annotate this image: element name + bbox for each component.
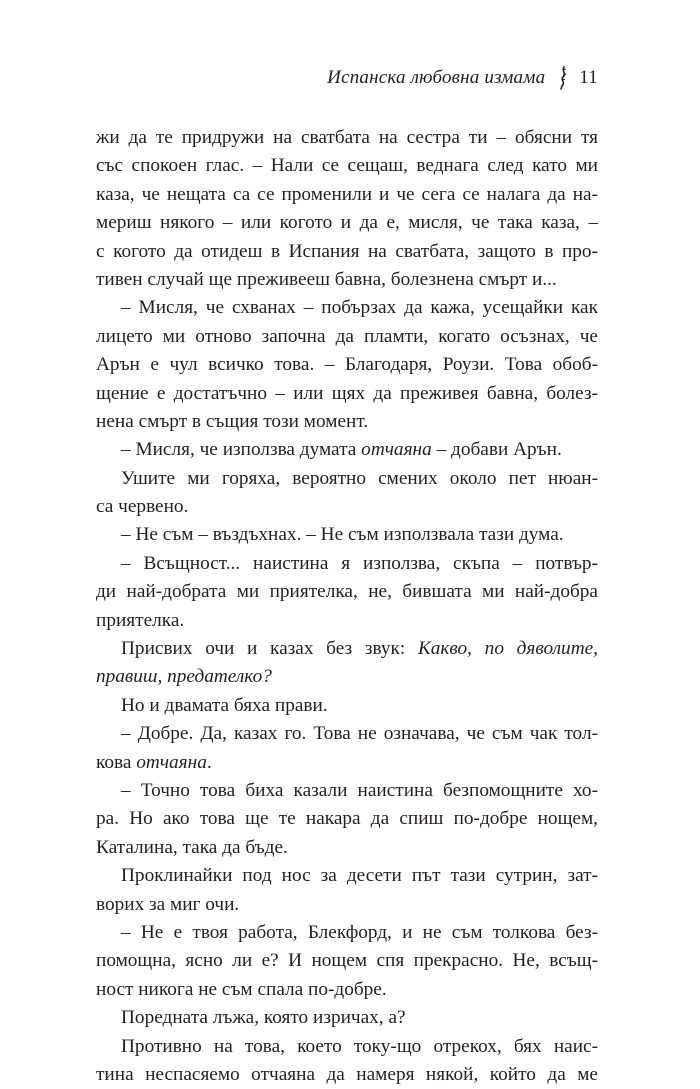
text-segment: с когото да отидеш в Испания на сватбата, защото в про- bbox=[96, 240, 598, 262]
page-number: 11 bbox=[579, 67, 598, 88]
text-segment: – добави Арън. bbox=[431, 439, 562, 461]
text-segment: със спокоен глас. – Нали се сещаш, веднага след като ми bbox=[96, 155, 598, 177]
text-segment: – Не е твоя работа, Блекфорд, и не съм толкова без- bbox=[121, 921, 598, 943]
text-segment: Проклинайки под нос за десети път тази сутрин, зат- bbox=[121, 865, 598, 887]
text-line bbox=[96, 635, 598, 663]
text-segment: Каталина, така да бъде. bbox=[96, 836, 288, 858]
text-line bbox=[96, 607, 598, 635]
text-line bbox=[96, 266, 598, 294]
text-segment: ди най-добрата ми приятелка, не, бившата ми най-добра bbox=[96, 581, 598, 603]
text-line bbox=[96, 1033, 598, 1061]
text-line bbox=[96, 465, 598, 493]
text-line bbox=[96, 749, 598, 777]
text-line bbox=[96, 408, 598, 436]
text-line bbox=[96, 692, 598, 720]
text-segment: ра. Но ако това ще те накара да спиш по-добре нощем, bbox=[96, 808, 598, 830]
text-segment: мериш някого – или когото и да е, мисля, че така каза, – bbox=[96, 212, 598, 234]
text-segment: Арън е чул всичко това. – Благодаря, Роузи. Това обоб- bbox=[96, 354, 598, 376]
text-segment: жи да те придружи на сватбата на сестра ти – обясни тя bbox=[96, 127, 598, 148]
text-line bbox=[96, 436, 598, 464]
body-text bbox=[96, 124, 598, 1089]
text-line bbox=[96, 181, 598, 209]
text-segment: . bbox=[206, 751, 212, 773]
text-segment: Присвих очи и казах без звук: bbox=[121, 638, 418, 660]
text-segment: каза, че нещата са се променили и че сега се налага да на- bbox=[96, 183, 598, 205]
text-line bbox=[96, 578, 598, 606]
text-segment: приятелка. bbox=[96, 609, 185, 631]
text-segment: – Мисля, че схванах – побързах да кажа, усещайки как bbox=[121, 297, 598, 319]
text-line bbox=[96, 152, 598, 180]
text-line bbox=[96, 493, 598, 521]
running-title: Испанска любовна измама bbox=[327, 67, 546, 88]
text-line bbox=[96, 805, 598, 833]
text-line bbox=[96, 834, 598, 862]
italic-text: отчаяна bbox=[136, 751, 207, 773]
text-segment: ност никога не съм спала по-добре. bbox=[96, 978, 387, 1000]
text-line bbox=[96, 947, 598, 975]
text-line bbox=[96, 351, 598, 379]
text-line bbox=[96, 521, 598, 549]
quill-ornament-icon bbox=[557, 66, 569, 90]
text-line bbox=[96, 550, 598, 578]
italic-text: отчаяна bbox=[361, 439, 432, 461]
text-line bbox=[96, 976, 598, 1004]
text-segment: Противно на това, което току-що отрекох, бях наис- bbox=[121, 1035, 598, 1057]
text-segment: помощна, ясно ли е? И нощем спя прекрасно. Не, всъщ- bbox=[96, 950, 598, 972]
text-segment: тина неспасяемо отчаяна да намеря някой, който да ме bbox=[96, 1063, 598, 1085]
text-line bbox=[96, 1004, 598, 1032]
text-line bbox=[96, 663, 598, 691]
text-segment: ворих за миг очи. bbox=[96, 893, 240, 915]
text-line bbox=[96, 891, 598, 919]
italic-text: правиш, предателко? bbox=[96, 666, 272, 688]
text-line bbox=[96, 1061, 598, 1089]
text-line bbox=[96, 777, 598, 805]
text-line bbox=[96, 124, 598, 152]
text-line bbox=[96, 209, 598, 237]
text-segment: нена смърт в същия този момент. bbox=[96, 410, 369, 432]
text-segment: – Точно това биха казали наистина безпомощните хо- bbox=[121, 779, 598, 801]
text-segment: Поредната лъжа, която изричах, а? bbox=[121, 1007, 406, 1029]
running-head bbox=[327, 66, 598, 90]
text-line bbox=[96, 720, 598, 748]
text-segment: лицето ми отново започна да пламти, когато осъзнах, че bbox=[96, 325, 598, 347]
text-segment: – Добре. Да, казах го. Това не означава, че съм чак тол- bbox=[121, 723, 598, 745]
italic-text: Какво, по дяволите, bbox=[417, 638, 598, 660]
text-segment: кова bbox=[96, 751, 137, 773]
text-line bbox=[96, 862, 598, 890]
text-segment: – Всъщност... наистина я използва, скъпа – потвър- bbox=[121, 552, 598, 574]
text-line bbox=[96, 323, 598, 351]
text-segment: Но и двамата бяха прави. bbox=[121, 694, 328, 716]
text-segment: – Мисля, че използва думата bbox=[121, 439, 362, 461]
text-line bbox=[96, 238, 598, 266]
text-segment: щение е достатъчно – или щях да преживея бавна, болез- bbox=[96, 382, 598, 404]
text-segment: Ушите ми горяха, вероятно смених около пет нюан- bbox=[121, 467, 598, 489]
text-segment: – Не съм – въздъхнах. – Не съм използвала тази дума. bbox=[121, 524, 564, 546]
text-line bbox=[96, 294, 598, 322]
text-line bbox=[96, 380, 598, 408]
text-segment: тивен случай ще преживееш бавна, болезнена смърт и... bbox=[96, 268, 557, 290]
text-line bbox=[96, 919, 598, 947]
text-segment: са червено. bbox=[96, 496, 189, 518]
